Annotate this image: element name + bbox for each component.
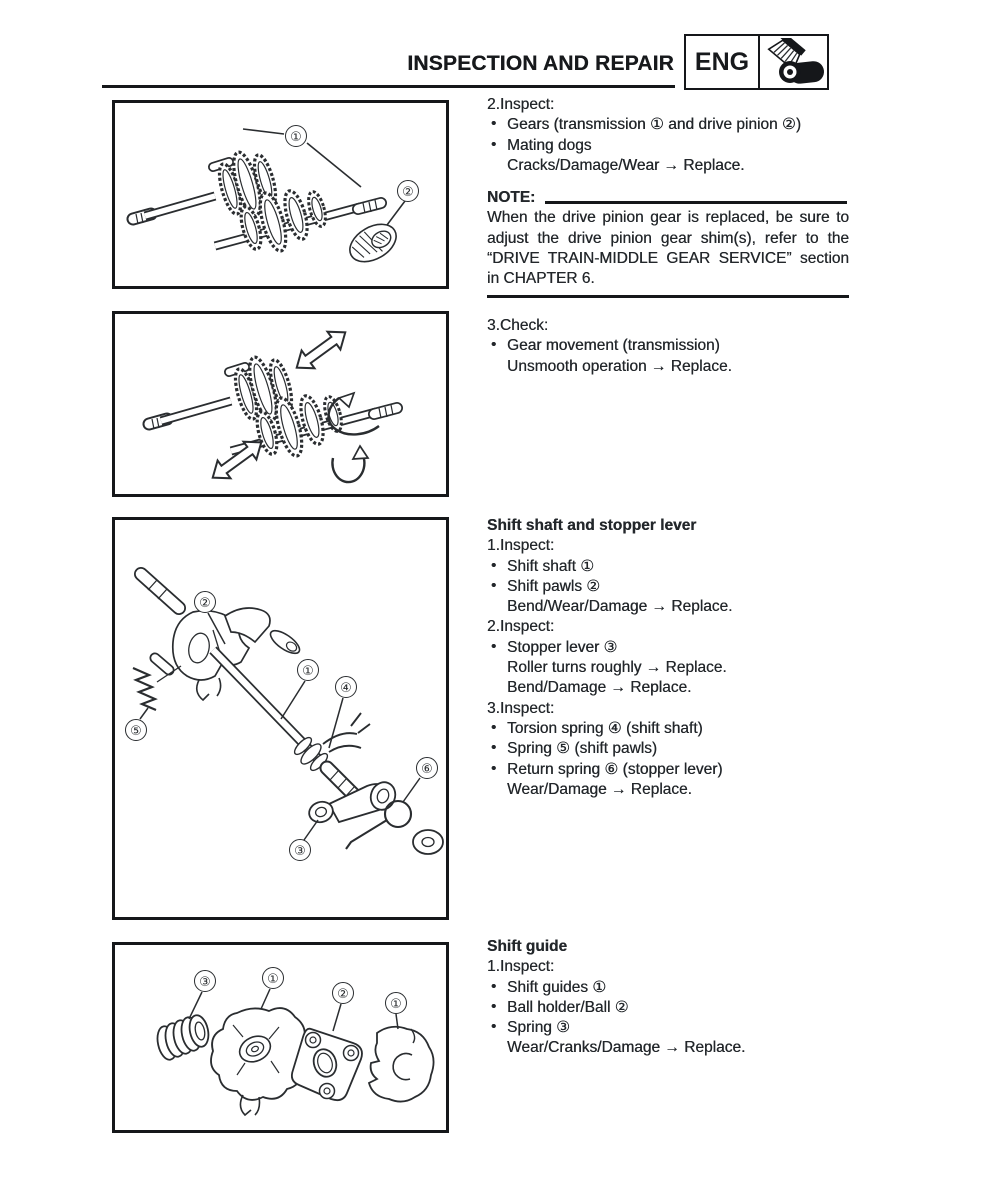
page-title: INSPECTION AND REPAIR	[407, 52, 674, 75]
text-line-step: 1.Inspect:	[487, 537, 555, 555]
text-block-inspect-gears	[487, 95, 849, 298]
text-line-bullet: • Shift pawls ②	[487, 577, 849, 597]
callout-marker: ②	[332, 982, 354, 1004]
callout-marker: ④	[335, 676, 357, 698]
text-line-result: Wear/Cranks/Damage → Replace.	[507, 1039, 746, 1057]
figure-shift-shaft-stopper-lever	[112, 517, 449, 920]
callout-marker: ①	[385, 992, 407, 1014]
text-line-result: Roller turns roughly → Replace.	[507, 659, 727, 677]
text-line-step: 2.Inspect:	[487, 618, 555, 636]
callout-marker: ②	[194, 591, 216, 613]
text-block-shift-guide	[487, 937, 849, 1059]
callout-marker: ⑤	[125, 719, 147, 741]
engine-icon	[760, 36, 827, 88]
note	[487, 188, 849, 298]
text-line-result: Bend/Damage → Replace.	[507, 679, 692, 697]
callout-marker: ①	[297, 659, 319, 681]
note-label: NOTE:	[487, 189, 536, 207]
callout-marker: ⑥	[416, 757, 438, 779]
text-line-bullet: • Spring ③	[487, 1018, 849, 1038]
text-line-bullet: • Gear movement (transmission)	[487, 336, 849, 356]
callout-marker: ③	[194, 970, 216, 992]
text-line-step: 2.Inspect:	[487, 96, 555, 113]
text-line-step: 3.Check:	[487, 317, 549, 334]
text-line-bullet: • Spring ⑤ (shift pawls)	[487, 739, 849, 759]
note-rule	[545, 201, 847, 204]
callout-marker: ②	[397, 180, 419, 202]
gear-movement-illustration	[115, 314, 446, 494]
text-line-heading: Shift shaft and stopper lever	[487, 517, 697, 534]
text-line-bullet: • Mating dogs	[487, 136, 849, 156]
badge-label: ENG	[686, 36, 760, 88]
figure-transmission-drive-pinion	[112, 100, 449, 289]
callout-marker: ③	[289, 839, 311, 861]
text-line-result: Wear/Damage → Replace.	[507, 780, 692, 798]
note-text: When the drive pinion gear is replaced, be sure to adjust the drive pinion gear shim(s), refer to the “DRIVE TRAIN-MIDDLE GEAR SERVICE” section in CHAPTER 6.	[487, 208, 849, 298]
shift-shaft-illustration	[115, 520, 446, 917]
text-line-bullet: • Shift guides ①	[487, 978, 849, 998]
text-line-result: Cracks/Damage/Wear → Replace.	[507, 156, 745, 174]
text-line-step: 3.Inspect:	[487, 699, 555, 717]
text-block-check-gear-movement	[487, 316, 849, 377]
text-line-bullet: • Shift shaft ①	[487, 557, 849, 577]
text-line-step: 1.Inspect:	[487, 958, 555, 976]
text-line-result: Unsmooth operation → Replace.	[507, 357, 732, 375]
text-line-bullet: • Return spring ⑥ (stopper lever)	[487, 760, 849, 780]
callout-marker: ①	[285, 125, 307, 147]
text-line-bullet: • Torsion spring ④ (shift shaft)	[487, 719, 849, 739]
figure-shift-guide	[112, 942, 449, 1133]
section-badge	[684, 34, 829, 90]
text-line-bullet: • Gears (transmission ① and drive pinion ②)	[487, 115, 849, 135]
transmission-illustration	[115, 103, 446, 286]
text-block-shift-shaft	[487, 516, 849, 800]
text-line-bullet: • Stopper lever ③	[487, 638, 849, 658]
text-line-bullet: • Ball holder/Ball ②	[487, 998, 849, 1018]
text-line-result: Bend/Wear/Damage → Replace.	[507, 598, 733, 616]
header-rule	[102, 85, 675, 88]
callout-marker: ①	[262, 967, 284, 989]
figure-gear-movement	[112, 311, 449, 497]
text-line-heading: Shift guide	[487, 938, 568, 955]
